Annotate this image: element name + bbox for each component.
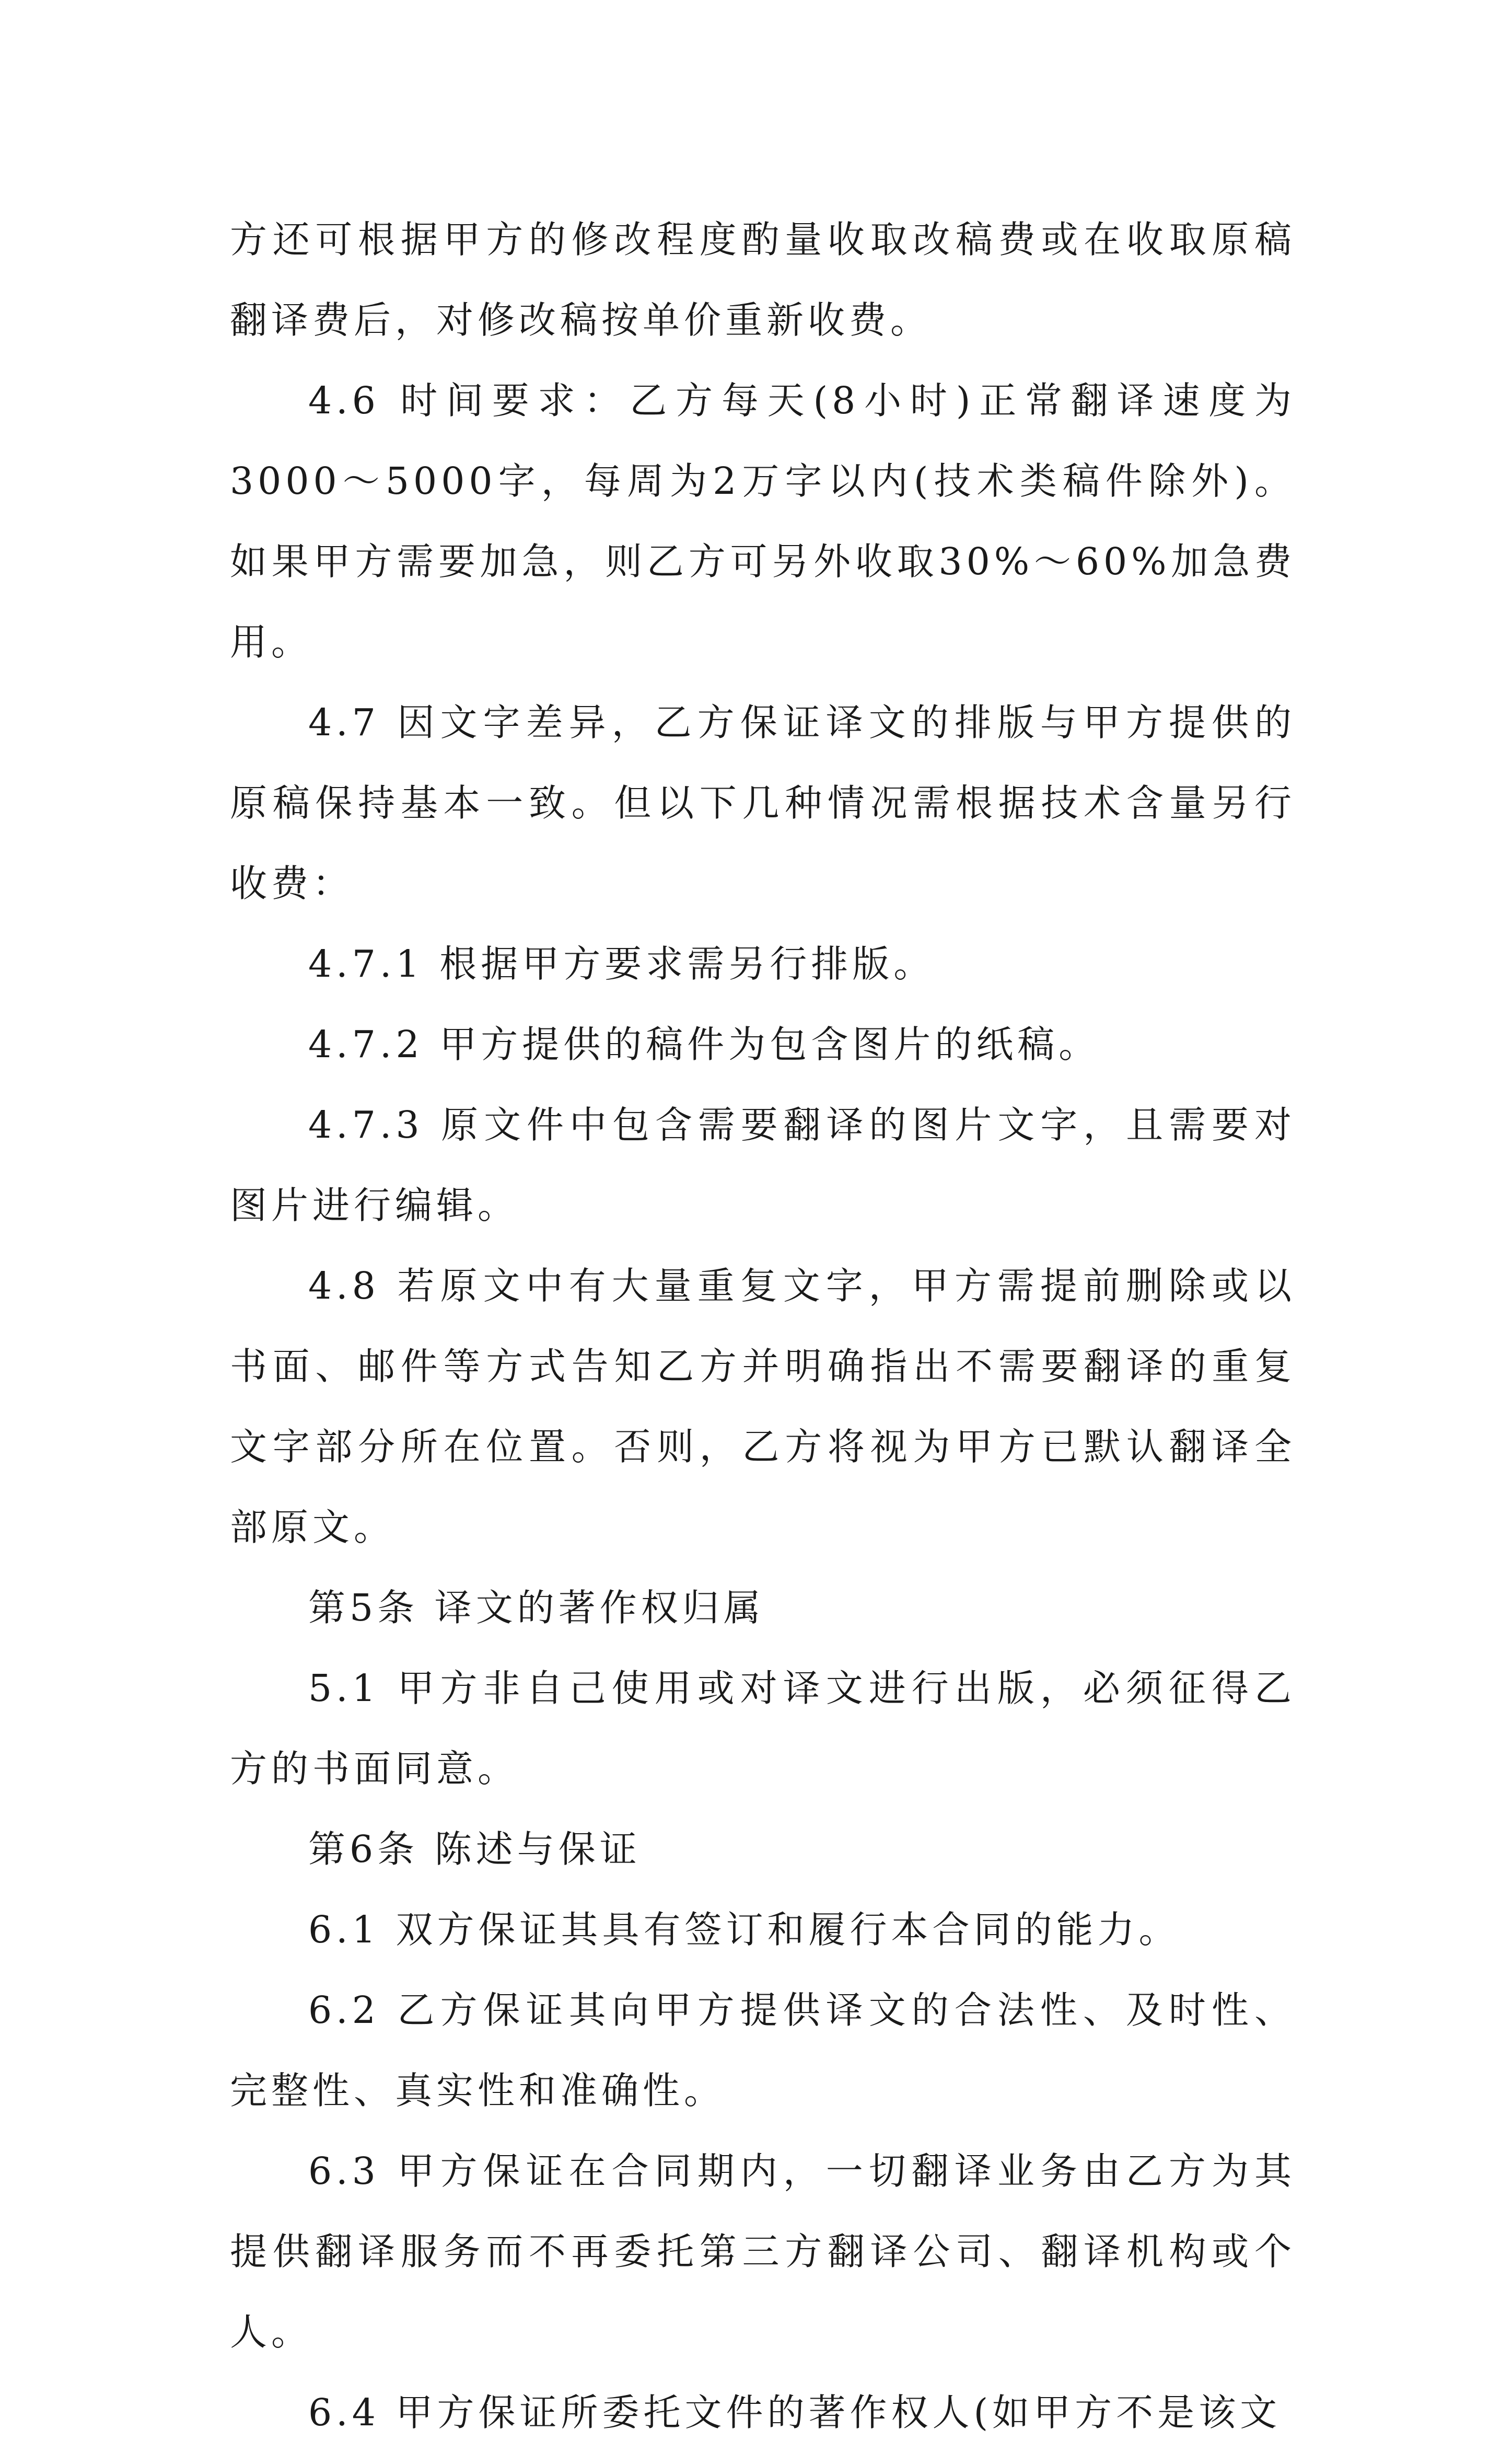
paragraph-6-1: 6.1 双方保证其具有签订和履行本合同的能力。: [308, 1908, 1180, 1951]
paragraph-4-7: 4.7 因文字差异，乙方保证译文的排版与甲方提供的原稿保持基本一致。但以下几种情况需根据技术含量另行收费：: [230, 701, 1296, 905]
paragraph-5-1: 5.1 甲方非自己使用或对译文进行出版，必须征得乙方的书面同意。: [230, 1667, 1296, 1790]
paragraph-4-7-2: 4.7.2 甲方提供的稿件为包含图片的纸稿。: [308, 1023, 1100, 1066]
section-heading-5: 第5条 译文的著作权归属: [308, 1586, 765, 1629]
paragraph-6-2: 6.2 乙方保证其向甲方提供译文的合法性、及时性、完整性、真实性和准确性。: [230, 1988, 1296, 2112]
paragraph-6-4: 6.4 甲方保证所委托文件的著作权人(如甲方不是该文: [308, 2391, 1282, 2434]
paragraph-4-7-1: 4.7.1 根据甲方要求需另行排版。: [308, 942, 935, 986]
section-heading-6: 第6条 陈述与保证: [308, 1827, 641, 1871]
paragraph-4-8: 4.8 若原文中有大量重复文字，甲方需提前删除或以书面、邮件等方式告知乙方并明确指出不需要翻译的重复文字部分所在位置。否则，乙方将视为甲方已默认翻译全部原文。: [230, 1264, 1296, 1549]
paragraph-6-3: 6.3 甲方保证在合同期内，一切翻译业务由乙方为其提供翻译服务而不再委托第三方翻译公司、翻译机构或个人。: [230, 2149, 1296, 2354]
paragraph-revision-fee: 方还可根据甲方的修改程度酌量收取改稿费或在收取原稿翻译费后，对修改稿按单价重新收费。: [230, 218, 1296, 342]
paragraph-4-6: 4.6 时间要求：乙方每天(8小时)正常翻译速度为3000～5000字，每周为2万字以内(技术类稿件除外)。如果甲方需要加急，则乙方可另外收取30%～60%加急费用。: [230, 379, 1296, 664]
paragraph-4-7-3: 4.7.3 原文件中包含需要翻译的图片文字，且需要对图片进行编辑。: [230, 1103, 1296, 1227]
document-body: [230, 200, 1296, 2453]
